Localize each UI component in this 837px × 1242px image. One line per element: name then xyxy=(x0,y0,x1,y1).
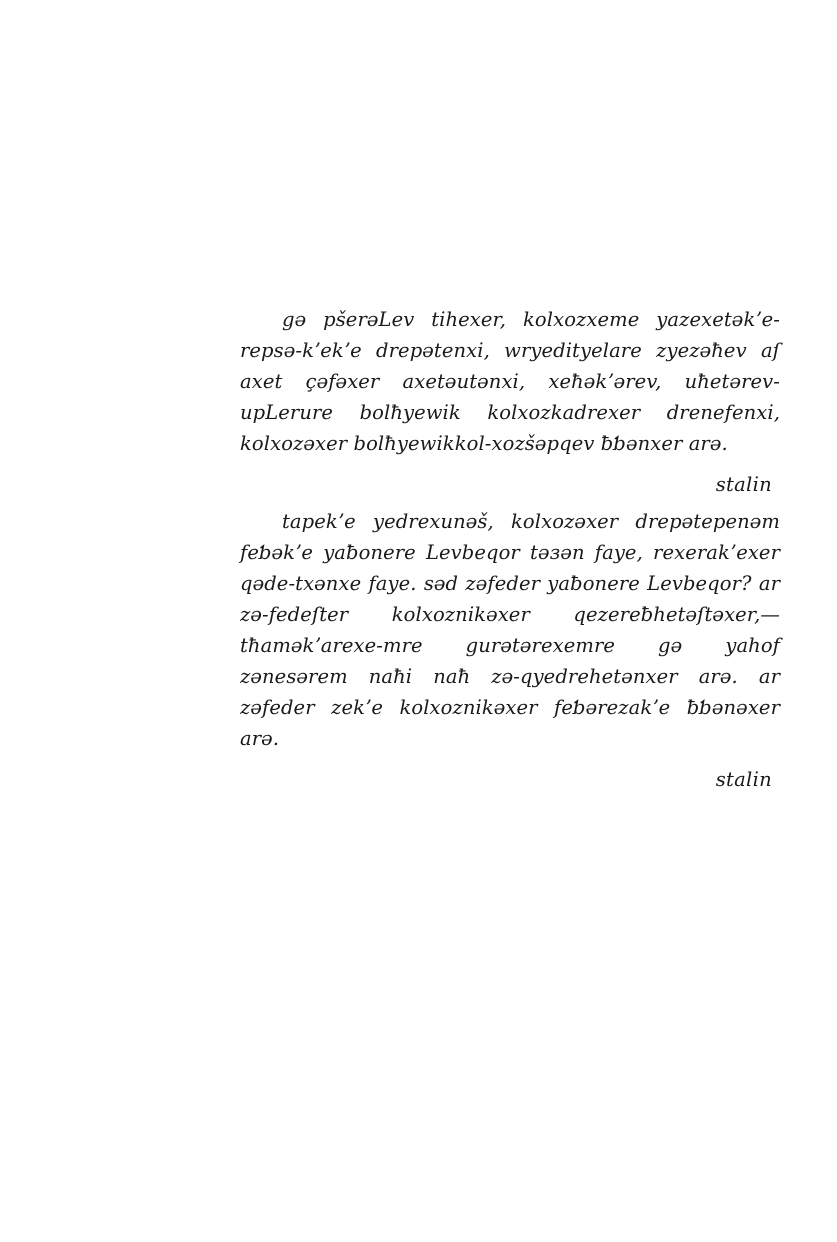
quote-block-2 xyxy=(240,506,780,795)
quote-author-2: stalin xyxy=(715,768,772,791)
quote-author-1: stalin xyxy=(715,473,772,496)
quote-paragraph-2: tapekʼe yedrexunəš, kolxozəxer drepətepenəm feƅəkʼe yaƀonere Levbeqor təзən faye, rexerakʼexer qəde-txənxe faye. səd zəfeder yaƀonere Levbeqor? ar zə-fedeſter kolxoznikəxer qezereƀhetəſtəxer,—tħaməkʼarexe-mre gurətərexemre gə yahof zənesərem naħi naħ zə-qyedrehetənxer arə. ar zəfeder zekʼe kolxoznikəxer feƅərezakʼe ƀƅənəxer arə. xyxy=(240,510,780,750)
quote-paragraph-1: gə pšerəLev tihexer, kolxozxeme yazexetəkʼe-repsə-kʼekʼe drepətenxi, wryedityelare zyezəħev aſ axet çəfəxer axetəutənxi, xeħəkʼərev, uħetərev-upLerure bolħyewik kolxozkadrexer drenefenxi, kolxozəxer bolħyewikkol-xozšəpqev ƀƅənxer arə. xyxy=(240,308,780,455)
quote-block-1 xyxy=(240,304,780,500)
